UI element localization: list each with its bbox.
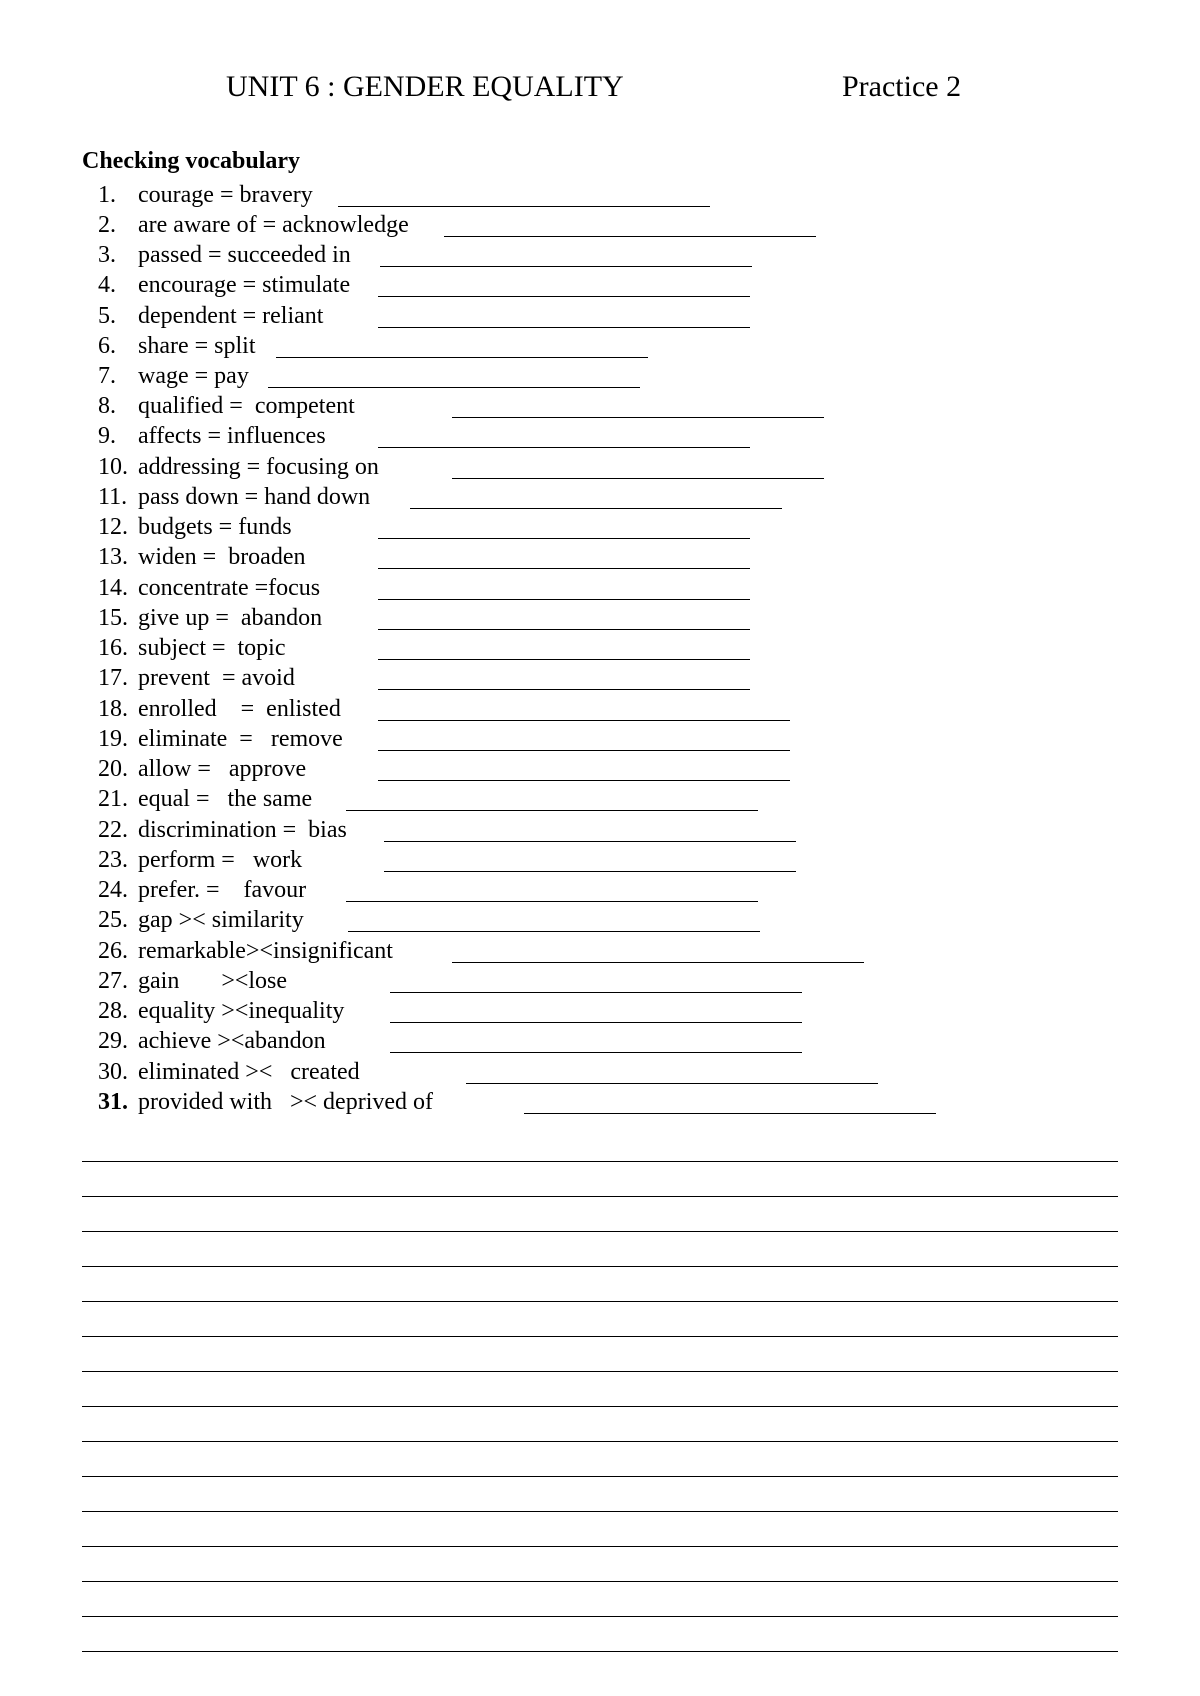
item-text: equality ><inequality (138, 998, 345, 1024)
answer-blank[interactable] (276, 357, 648, 358)
item-number: 4. (98, 272, 116, 298)
item-number: 15. (98, 605, 128, 631)
answer-blank[interactable] (348, 931, 760, 932)
answer-blank[interactable] (444, 236, 816, 237)
item-text: gap >< similarity (138, 907, 304, 933)
answer-blank[interactable] (384, 871, 796, 872)
answer-blank[interactable] (378, 720, 790, 721)
item-text: wage = pay (138, 363, 249, 389)
item-number: 9. (98, 423, 116, 449)
item-text: addressing = focusing on (138, 454, 379, 480)
answer-blank[interactable] (452, 962, 864, 963)
writing-line[interactable] (82, 1581, 1118, 1582)
item-number: 14. (98, 575, 128, 601)
answer-blank[interactable] (524, 1113, 936, 1114)
item-number: 28. (98, 998, 128, 1024)
item-text: passed = succeeded in (138, 242, 351, 268)
writing-line[interactable] (82, 1336, 1118, 1337)
item-number: 25. (98, 907, 128, 933)
item-text: encourage = stimulate (138, 272, 351, 298)
item-text: remarkable><insignificant (138, 938, 393, 964)
answer-blank[interactable] (378, 447, 750, 448)
writing-line[interactable] (82, 1231, 1118, 1232)
item-number: 6. (98, 333, 116, 359)
item-number: 19. (98, 726, 128, 752)
answer-blank[interactable] (390, 992, 802, 993)
item-text: enrolled = enlisted (138, 696, 341, 722)
page-title: UNIT 6 : GENDER EQUALITY (226, 70, 624, 103)
answer-blank[interactable] (378, 327, 750, 328)
item-number: 22. (98, 817, 128, 843)
answer-blank[interactable] (452, 417, 824, 418)
item-text: gain ><lose (138, 968, 288, 994)
item-text: dependent = reliant (138, 303, 324, 329)
item-number: 23. (98, 847, 128, 873)
writing-line[interactable] (82, 1616, 1118, 1617)
item-text: eliminated >< created (138, 1059, 360, 1085)
answer-blank[interactable] (452, 478, 824, 479)
answer-blank[interactable] (378, 568, 750, 569)
writing-line[interactable] (82, 1476, 1118, 1477)
writing-line[interactable] (82, 1371, 1118, 1372)
item-number: 7. (98, 363, 116, 389)
item-text: give up = abandon (138, 605, 323, 631)
item-number: 5. (98, 303, 116, 329)
item-text: achieve ><abandon (138, 1028, 326, 1054)
answer-blank[interactable] (380, 266, 752, 267)
item-number: 2. (98, 212, 116, 238)
item-text: equal = the same (138, 786, 313, 812)
item-number: 8. (98, 393, 116, 419)
item-number: 18. (98, 696, 128, 722)
item-number: 11. (98, 484, 128, 510)
item-text: eliminate = remove (138, 726, 343, 752)
answer-blank[interactable] (384, 841, 796, 842)
writing-line[interactable] (82, 1266, 1118, 1267)
answer-blank[interactable] (346, 810, 758, 811)
answer-blank[interactable] (378, 629, 750, 630)
answer-blank[interactable] (378, 538, 750, 539)
item-text: pass down = hand down (138, 484, 371, 510)
section-title: Checking vocabulary (82, 148, 301, 174)
item-text: are aware of = acknowledge (138, 212, 409, 238)
writing-line[interactable] (82, 1406, 1118, 1407)
writing-line[interactable] (82, 1546, 1118, 1547)
item-text: courage = bravery (138, 182, 313, 208)
answer-blank[interactable] (378, 689, 750, 690)
item-text: subject = topic (138, 635, 286, 661)
item-number: 17. (98, 665, 128, 691)
item-text: prefer. = favour (138, 877, 307, 903)
item-number: 10. (98, 454, 128, 480)
answer-blank[interactable] (268, 387, 640, 388)
item-text: qualified = competent (138, 393, 355, 419)
writing-line[interactable] (82, 1301, 1118, 1302)
answer-blank[interactable] (390, 1022, 802, 1023)
item-number: 31. (98, 1089, 128, 1115)
writing-line[interactable] (82, 1511, 1118, 1512)
item-text: budgets = funds (138, 514, 292, 540)
item-text: provided with >< deprived of (138, 1089, 434, 1115)
item-text: widen = broaden (138, 544, 306, 570)
item-number: 20. (98, 756, 128, 782)
item-text: discrimination = bias (138, 817, 347, 843)
item-number: 30. (98, 1059, 128, 1085)
answer-blank[interactable] (378, 780, 790, 781)
answer-blank[interactable] (410, 508, 782, 509)
answer-blank[interactable] (378, 659, 750, 660)
item-number: 24. (98, 877, 128, 903)
answer-blank[interactable] (338, 206, 710, 207)
item-number: 16. (98, 635, 128, 661)
item-number: 3. (98, 242, 116, 268)
answer-blank[interactable] (378, 599, 750, 600)
writing-line[interactable] (82, 1161, 1118, 1162)
writing-line[interactable] (82, 1651, 1118, 1652)
writing-line[interactable] (82, 1196, 1118, 1197)
item-number: 27. (98, 968, 128, 994)
answer-blank[interactable] (390, 1052, 802, 1053)
item-text: prevent = avoid (138, 665, 295, 691)
item-number: 29. (98, 1028, 128, 1054)
item-number: 26. (98, 938, 128, 964)
item-text: allow = approve (138, 756, 307, 782)
item-number: 12. (98, 514, 128, 540)
item-text: share = split (138, 333, 256, 359)
answer-blank[interactable] (378, 296, 750, 297)
answer-blank[interactable] (466, 1083, 878, 1084)
item-text: perform = work (138, 847, 303, 873)
writing-line[interactable] (82, 1441, 1118, 1442)
answer-blank[interactable] (378, 750, 790, 751)
item-text: concentrate =focus (138, 575, 321, 601)
item-number: 1. (98, 182, 116, 208)
item-text: affects = influences (138, 423, 326, 449)
item-number: 21. (98, 786, 128, 812)
practice-label: Practice 2 (842, 70, 962, 103)
item-number: 13. (98, 544, 128, 570)
answer-blank[interactable] (346, 901, 758, 902)
